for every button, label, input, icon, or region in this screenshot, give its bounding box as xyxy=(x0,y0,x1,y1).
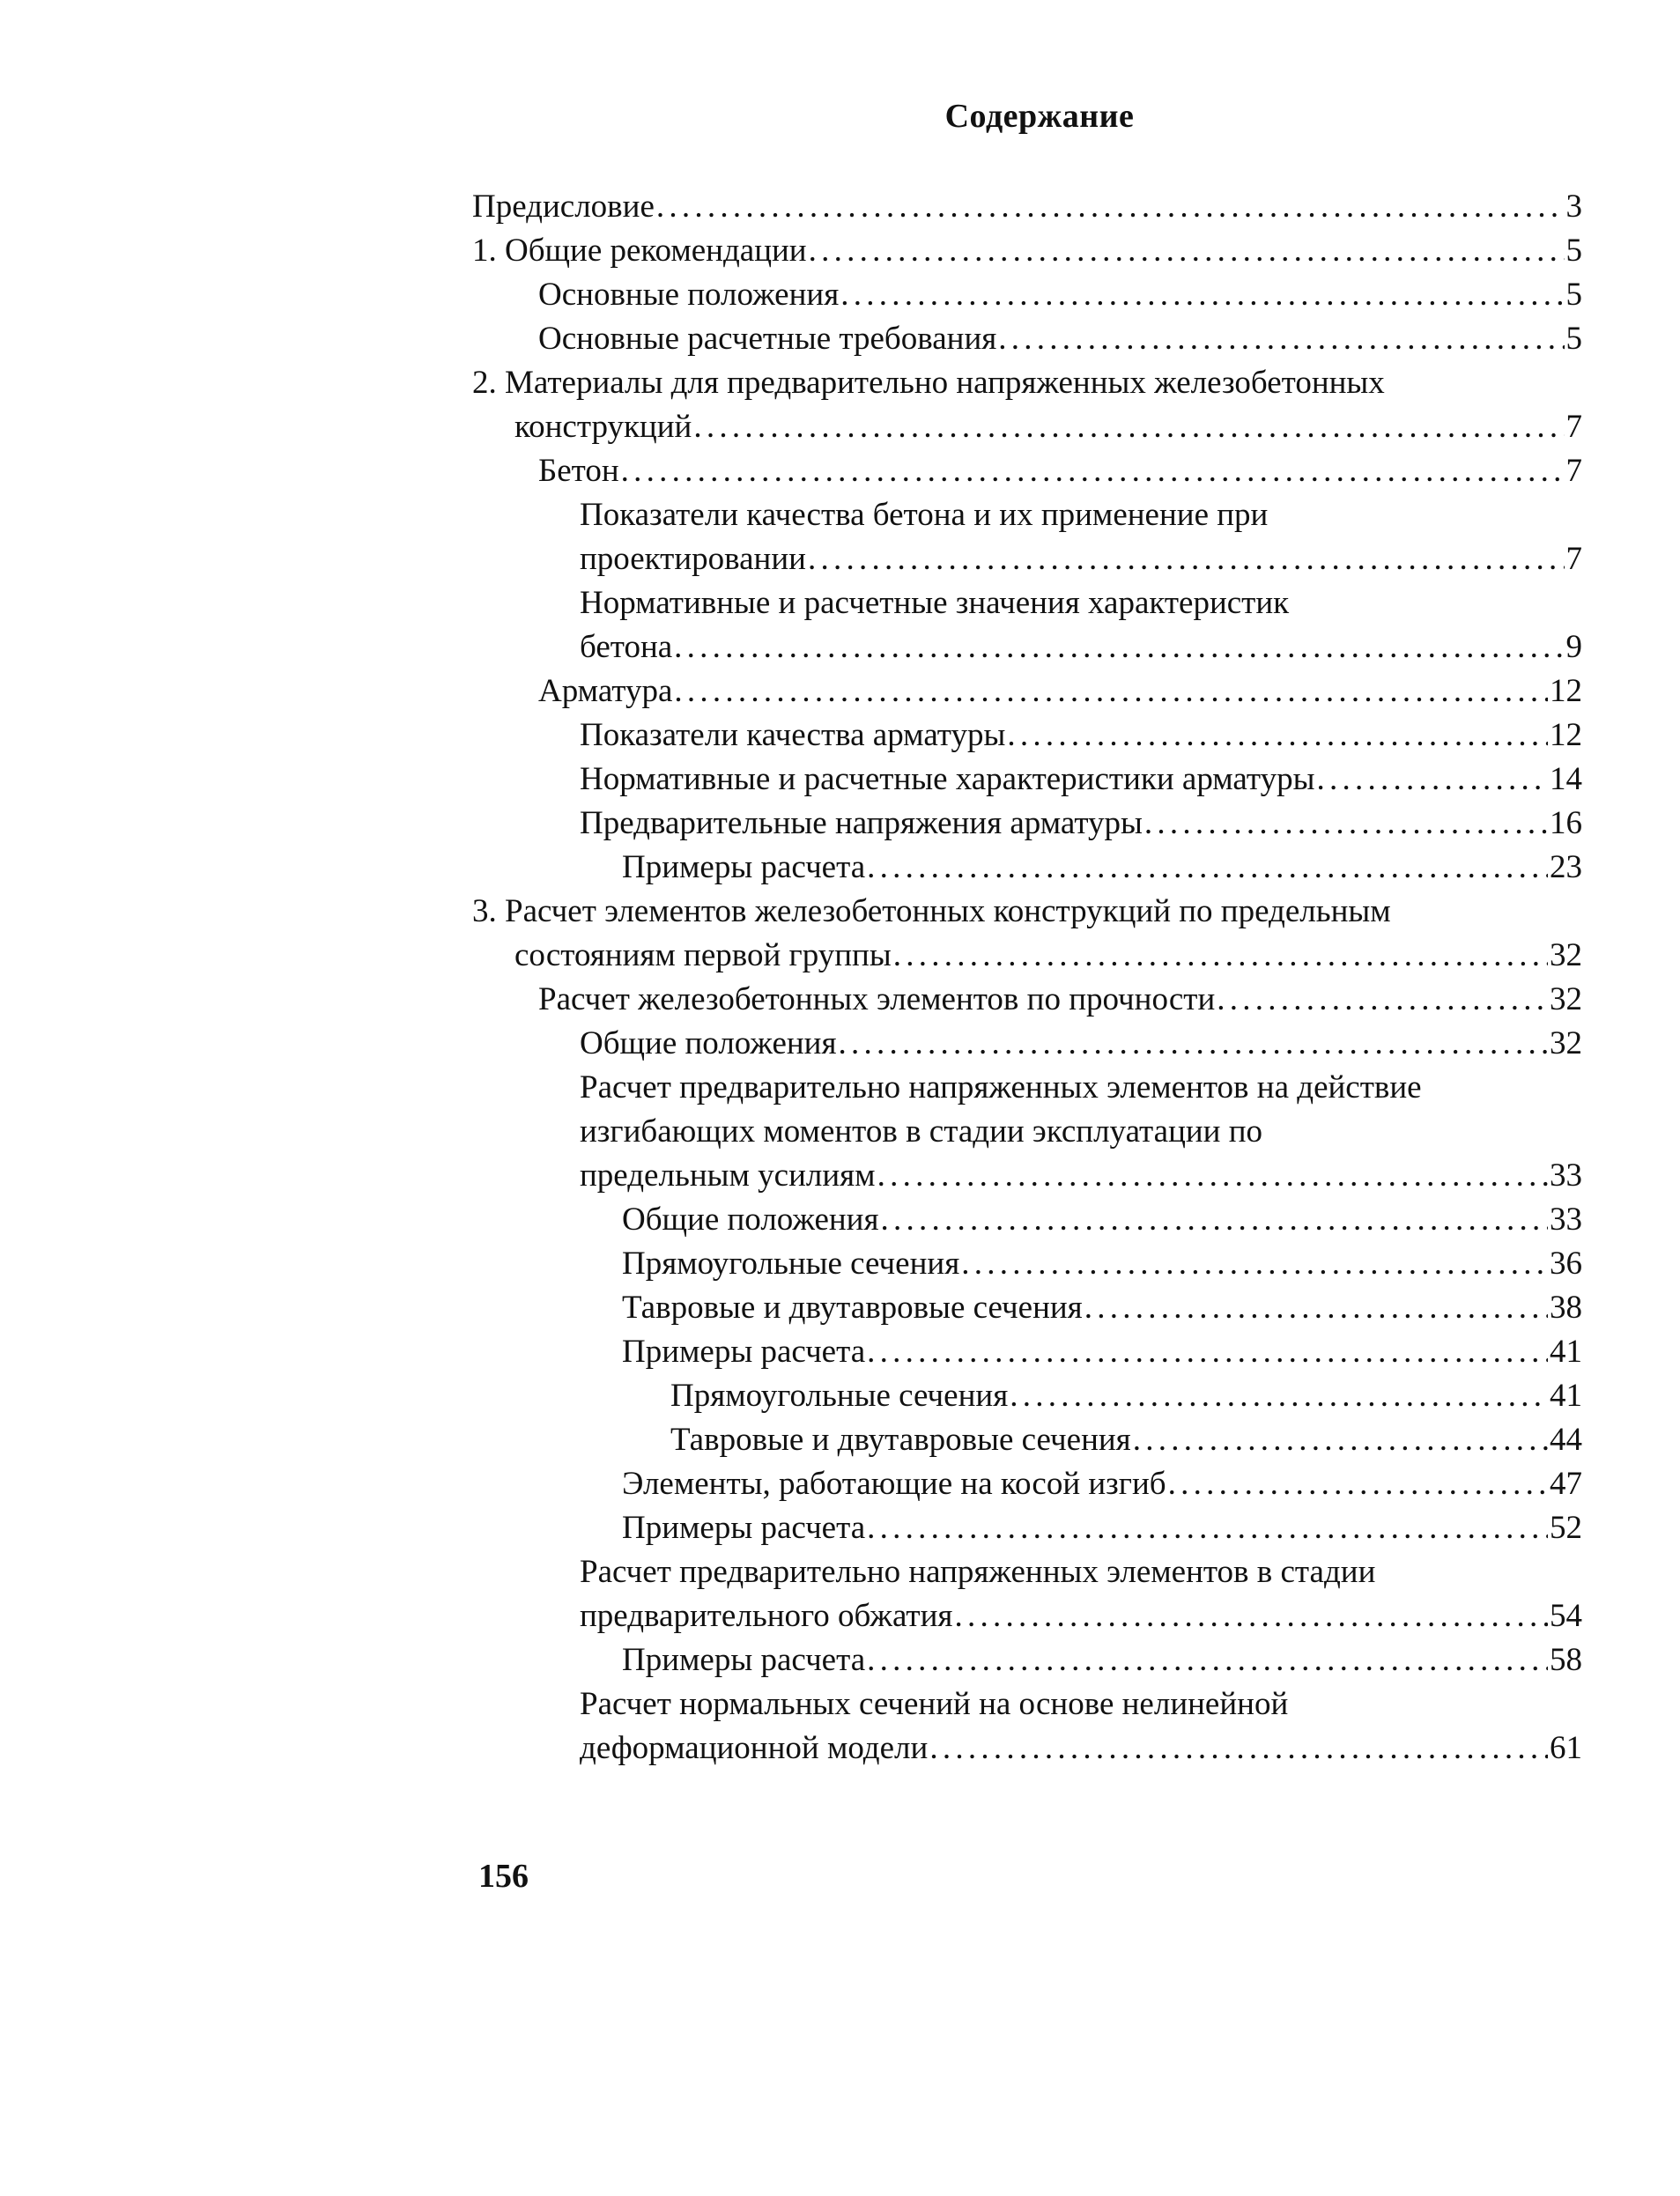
toc-page-number: 5 xyxy=(1565,321,1582,357)
toc-entry-title-continued: предварительного обжатия xyxy=(580,1598,953,1634)
toc-entry-deep xyxy=(670,1374,1582,1418)
toc-page-number: 58 xyxy=(1550,1642,1582,1678)
toc-page-number: 33 xyxy=(1550,1157,1582,1194)
dot-leader xyxy=(877,1154,1548,1198)
toc-entry-section xyxy=(538,978,1582,1022)
toc-entry-title: Общие положения xyxy=(622,1202,879,1238)
toc-page-number: 5 xyxy=(1565,233,1582,269)
toc-page-number: 32 xyxy=(1550,981,1582,1017)
dot-leader xyxy=(1316,758,1548,802)
page-title: Содержание xyxy=(944,98,1135,135)
toc-entry-title: Примеры расчета xyxy=(622,1510,866,1546)
toc-entry-title: Расчет нормальных сечений на основе нелинейной xyxy=(580,1686,1289,1722)
toc-entry-title: Показатели качества арматуры xyxy=(580,717,1006,753)
toc-entry-subsubsection xyxy=(622,1286,1582,1330)
toc-entry-title: 1. Общие рекомендации xyxy=(472,233,807,269)
toc-entry-subsubsection xyxy=(622,1638,1582,1682)
toc-entry-title: Основные положения xyxy=(538,277,840,313)
dot-leader xyxy=(1133,1418,1548,1462)
toc-entry-title: Предисловие xyxy=(472,189,655,225)
toc-entry-title: Основные расчетные требования xyxy=(538,321,997,357)
toc-entry-title: 2. Материалы для предварительно напряженных железобетонных xyxy=(472,365,1385,401)
page-footer-number: 156 xyxy=(478,1858,529,1895)
toc-page-number: 32 xyxy=(1550,937,1582,973)
toc-entry-chapter-2 xyxy=(472,361,1582,449)
toc-page-number: 33 xyxy=(1550,1202,1582,1238)
toc-entry-subsubsection xyxy=(622,1506,1582,1550)
toc-entry-subsection xyxy=(580,1550,1582,1638)
dot-leader xyxy=(1084,1286,1548,1330)
dot-leader xyxy=(621,449,1565,493)
toc-entry-subsection xyxy=(580,493,1582,581)
toc-entry-section xyxy=(538,317,1582,361)
toc-entry-subsubsection xyxy=(622,1198,1582,1242)
toc-entry-section xyxy=(538,669,1582,714)
toc-page-number: 9 xyxy=(1565,629,1582,665)
toc-entry-subsection xyxy=(580,1682,1582,1771)
toc-page-number: 23 xyxy=(1550,849,1582,885)
dot-leader xyxy=(1168,1462,1548,1506)
toc-page-number: 16 xyxy=(1550,805,1582,841)
dot-leader xyxy=(929,1726,1548,1771)
toc-entry-title-continued: состояниям первой группы xyxy=(514,937,892,973)
toc-entry-title: Нормативные и расчетные характеристики арматуры xyxy=(580,761,1315,797)
toc-entry-title: Тавровые и двутавровые сечения xyxy=(670,1422,1131,1458)
dot-leader xyxy=(840,273,1564,317)
toc-page-number: 36 xyxy=(1550,1246,1582,1282)
toc-entry-title-continued: предельным усилиям xyxy=(580,1157,876,1194)
toc-entry-deep xyxy=(670,1418,1582,1462)
toc-page-number: 52 xyxy=(1550,1510,1582,1546)
dot-leader xyxy=(693,405,1564,449)
dot-leader xyxy=(880,1198,1548,1242)
toc-entry-subsection xyxy=(580,758,1582,802)
toc-entry-section xyxy=(538,273,1582,317)
toc-entry-section xyxy=(538,449,1582,493)
dot-leader xyxy=(867,1330,1548,1374)
toc-entry-subsection xyxy=(580,581,1582,669)
toc-entry-title: Примеры расчета xyxy=(622,1334,866,1370)
dot-leader xyxy=(961,1242,1548,1286)
toc-entry-preface xyxy=(472,185,1582,229)
toc-entry-subsection xyxy=(580,802,1582,846)
dot-leader xyxy=(867,846,1548,890)
dot-leader xyxy=(674,625,1564,669)
toc-page-number: 47 xyxy=(1550,1466,1582,1502)
toc-entry-title: Показатели качества бетона и их применение при xyxy=(580,497,1269,533)
toc-entry-title-continued: конструкций xyxy=(514,409,692,445)
toc-entry-title: Прямоугольные сечения xyxy=(670,1378,1009,1414)
toc-entry-title: Предварительные напряжения арматуры xyxy=(580,805,1143,841)
toc-page-number: 12 xyxy=(1550,673,1582,709)
toc-page-number: 14 xyxy=(1550,761,1582,797)
dot-leader xyxy=(838,1022,1548,1066)
toc-entry-title-continued: бетона xyxy=(580,629,673,665)
toc-entry-subsubsection xyxy=(622,846,1582,890)
toc-entry-chapter-1 xyxy=(472,229,1582,273)
toc-page-number: 41 xyxy=(1550,1378,1582,1414)
toc-entry-title-continued: изгибающих моментов в стадии эксплуатации по xyxy=(580,1113,1263,1150)
dot-leader xyxy=(954,1594,1548,1638)
toc-page-number: 5 xyxy=(1565,277,1582,313)
toc-entry-subsubsection xyxy=(622,1242,1582,1286)
toc-entry-title: 3. Расчет элементов железобетонных конструкций по предельным xyxy=(472,893,1391,929)
toc-page-number: 38 xyxy=(1550,1290,1582,1326)
toc-entry-title-continued: деформационной модели xyxy=(580,1730,929,1766)
toc-page-number: 32 xyxy=(1550,1025,1582,1061)
toc-entry-chapter-3 xyxy=(472,890,1582,978)
table-of-contents xyxy=(472,185,1582,1771)
toc-entry-subsubsection xyxy=(622,1330,1582,1374)
toc-entry-title: Расчет железобетонных элементов по прочности xyxy=(538,981,1216,1017)
toc-entry-subsection xyxy=(580,1066,1582,1198)
toc-entry-title: Примеры расчета xyxy=(622,849,866,885)
toc-page-number: 7 xyxy=(1565,541,1582,577)
toc-entry-title: Общие положения xyxy=(580,1025,837,1061)
dot-leader xyxy=(1217,978,1548,1022)
toc-entry-subsubsection xyxy=(622,1462,1582,1506)
toc-entry-title: Нормативные и расчетные значения характеристик xyxy=(580,585,1290,621)
toc-entry-title: Тавровые и двутавровые сечения xyxy=(622,1290,1083,1326)
toc-entry-subsection xyxy=(580,714,1582,758)
toc-entry-title: Расчет предварительно напряженных элементов в стадии xyxy=(580,1554,1376,1590)
toc-page-number: 7 xyxy=(1565,453,1582,489)
toc-page-number: 7 xyxy=(1565,409,1582,445)
toc-page-number: 44 xyxy=(1550,1422,1582,1458)
toc-page-number: 41 xyxy=(1550,1334,1582,1370)
dot-leader xyxy=(808,537,1565,581)
toc-page-number: 54 xyxy=(1550,1598,1582,1634)
dot-leader xyxy=(809,229,1565,273)
toc-page-number: 12 xyxy=(1550,717,1582,753)
dot-leader xyxy=(867,1638,1548,1682)
dot-leader xyxy=(867,1506,1548,1550)
toc-entry-title: Расчет предварительно напряженных элементов на действие xyxy=(580,1069,1422,1105)
dot-leader xyxy=(674,669,1548,714)
toc-entry-title: Прямоугольные сечения xyxy=(622,1246,960,1282)
dot-leader xyxy=(1007,714,1548,758)
toc-entry-title: Бетон xyxy=(538,453,619,489)
toc-page-number: 61 xyxy=(1550,1730,1582,1766)
toc-entry-title: Элементы, работающие на косой изгиб xyxy=(622,1466,1166,1502)
toc-page-number: 3 xyxy=(1565,189,1582,225)
dot-leader xyxy=(1010,1374,1548,1418)
dot-leader xyxy=(893,934,1548,978)
toc-entry-title-continued: проектировании xyxy=(580,541,806,577)
toc-entry-title: Арматура xyxy=(538,673,673,709)
dot-leader xyxy=(998,317,1564,361)
toc-entry-title: Примеры расчета xyxy=(622,1642,866,1678)
toc-entry-subsection xyxy=(580,1022,1582,1066)
dot-leader xyxy=(656,185,1565,229)
dot-leader xyxy=(1144,802,1548,846)
